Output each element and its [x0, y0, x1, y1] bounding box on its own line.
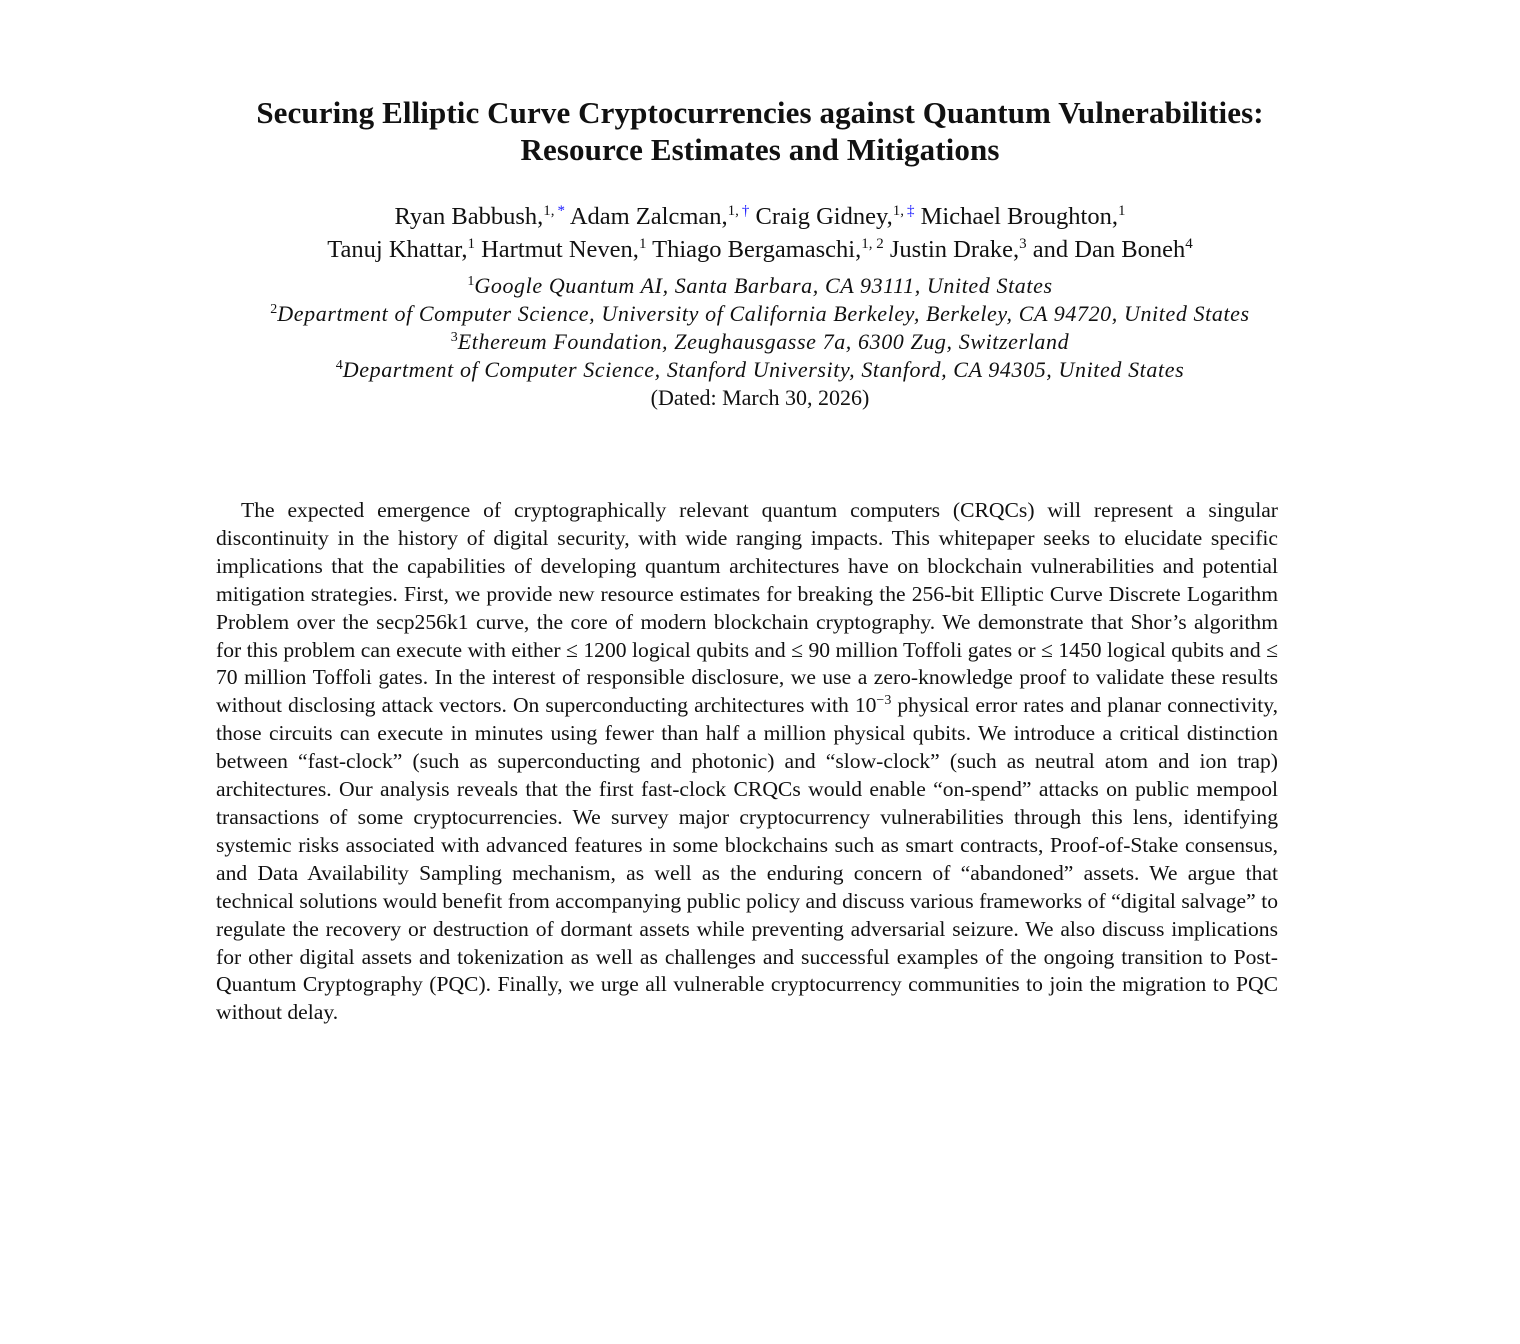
- author-name: Thiago Bergamaschi,: [652, 236, 862, 263]
- author-line-1: [0, 200, 1520, 233]
- author-affiliation: 1: [467, 236, 475, 252]
- author-affiliation: 1,: [892, 203, 904, 219]
- author-name: Ryan Babbush,: [394, 203, 544, 230]
- author-name: Tanuj Khattar,: [327, 236, 468, 263]
- affiliation-number: 2: [270, 302, 278, 317]
- abstract-text-part-1: The expected emergence of cryptographically relevant quantum computers (CRQCs) will represent a singular discontinuity in the history of digital security, with wide ranging impacts. This whitepaper seeks to elucidate specific implications that the capabilities of developing quantum architectures have on blockchain vulnerabilities and potential mitigation strategies. First, we provide new resource estimates for breaking the 256-bit Elliptic Curve Discrete Logarithm Problem over the secp256k1 curve, the core of modern blockchain cryptography. We demonstrate that Shor’s algorithm for this problem can execute with either ≤ 1200 logical qubits and ≤ 90 million Toffoli gates or ≤ 1450 logical qubits and ≤ 70 million Toffoli gates. In the interest of responsible disclosure, we use a zero-knowledge proof to validate these results without disclosing attack vectors. On superconducting architectures with 10: [216, 498, 1278, 718]
- author-affiliation: 4: [1185, 236, 1193, 252]
- author-name: and Dan Boneh: [1032, 236, 1186, 263]
- title-line-1: Securing Elliptic Curve Cryptocurrencies against Quantum Vulnerabilities:: [256, 95, 1264, 130]
- affiliation-number: 1: [467, 274, 475, 289]
- author-list: [0, 200, 1520, 266]
- affiliation-list: [0, 272, 1520, 412]
- author-affiliation: 1: [1117, 203, 1126, 219]
- abstract: [216, 497, 1278, 1027]
- author-affiliation: 1: [638, 236, 647, 252]
- author-affiliation: 1, 2: [861, 236, 884, 252]
- author-name: Justin Drake,: [889, 236, 1020, 263]
- author-name: Michael Broughton,: [920, 203, 1118, 230]
- dated-line: (Dated: March 30, 2026): [650, 385, 870, 410]
- affiliation-text: Department of Computer Science, Stanford University, Stanford, CA 94305, United States: [342, 357, 1185, 382]
- affiliation-number: 4: [335, 358, 343, 373]
- affiliation-text: Google Quantum AI, Santa Barbara, CA 93111, United States: [474, 273, 1053, 298]
- footnote-link[interactable]: ‡: [907, 203, 915, 219]
- author-affiliation: 3: [1019, 236, 1027, 252]
- author-name: Adam Zalcman,: [569, 203, 728, 230]
- abstract-text-part-2: physical error rates and planar connectivity, those circuits can execute in minutes using fewer than half a million physical qubits. We introduce a critical distinction between “fast-clock” (such as superconducting and photonic) and “slow-clock” (such as neutral atom and ion trap) architectures. Our analysis reveals that the first fast-clock CRQCs would enable “on-spend” attacks on public mempool transactions of some cryptocurrencies. We survey major cryptocurrency vulnerabilities through this lens, identifying systemic risks associated with advanced features in some blockchains such as smart contracts, Proof-of-Stake consensus, and Data Availability Sampling mechanism, as well as the enduring concern of “abandoned” assets. We argue that technical solutions would benefit from accompanying public policy and discuss various frameworks of “digital salvage” to regulate the recovery or destruction of dormant assets while preventing adversarial seizure. We also discuss implications for other digital assets and tokenization as well as challenges and successful examples of the ongoing transition to Post-Quantum Cryptography (PQC). Finally, we urge all vulnerable cryptocurrency communities to join the migration to PQC without delay.: [216, 693, 1278, 1025]
- affiliation: [0, 356, 1520, 384]
- author-name: Hartmut Neven,: [481, 236, 639, 263]
- affiliation-number: 3: [450, 330, 458, 345]
- author-affiliation: 1,: [727, 203, 739, 219]
- affiliation-text: Ethereum Foundation, Zeughausgasse 7a, 6300 Zug, Switzerland: [457, 329, 1070, 354]
- affiliation-text: Department of Computer Science, University of California Berkeley, Berkeley, CA 94720, United States: [277, 301, 1250, 326]
- author-line-2: [0, 233, 1520, 266]
- author-affiliation: 1,: [543, 203, 555, 219]
- affiliation: [0, 328, 1520, 356]
- title-line-2: Resource Estimates and Mitigations: [520, 132, 1000, 167]
- abstract-exponent: −3: [876, 693, 892, 709]
- footnote-link[interactable]: †: [741, 203, 750, 219]
- affiliation: [0, 272, 1520, 300]
- paper-title: [0, 94, 1520, 168]
- author-name: Craig Gidney,: [755, 203, 893, 230]
- affiliation: [0, 300, 1520, 328]
- footnote-link[interactable]: *: [557, 203, 566, 219]
